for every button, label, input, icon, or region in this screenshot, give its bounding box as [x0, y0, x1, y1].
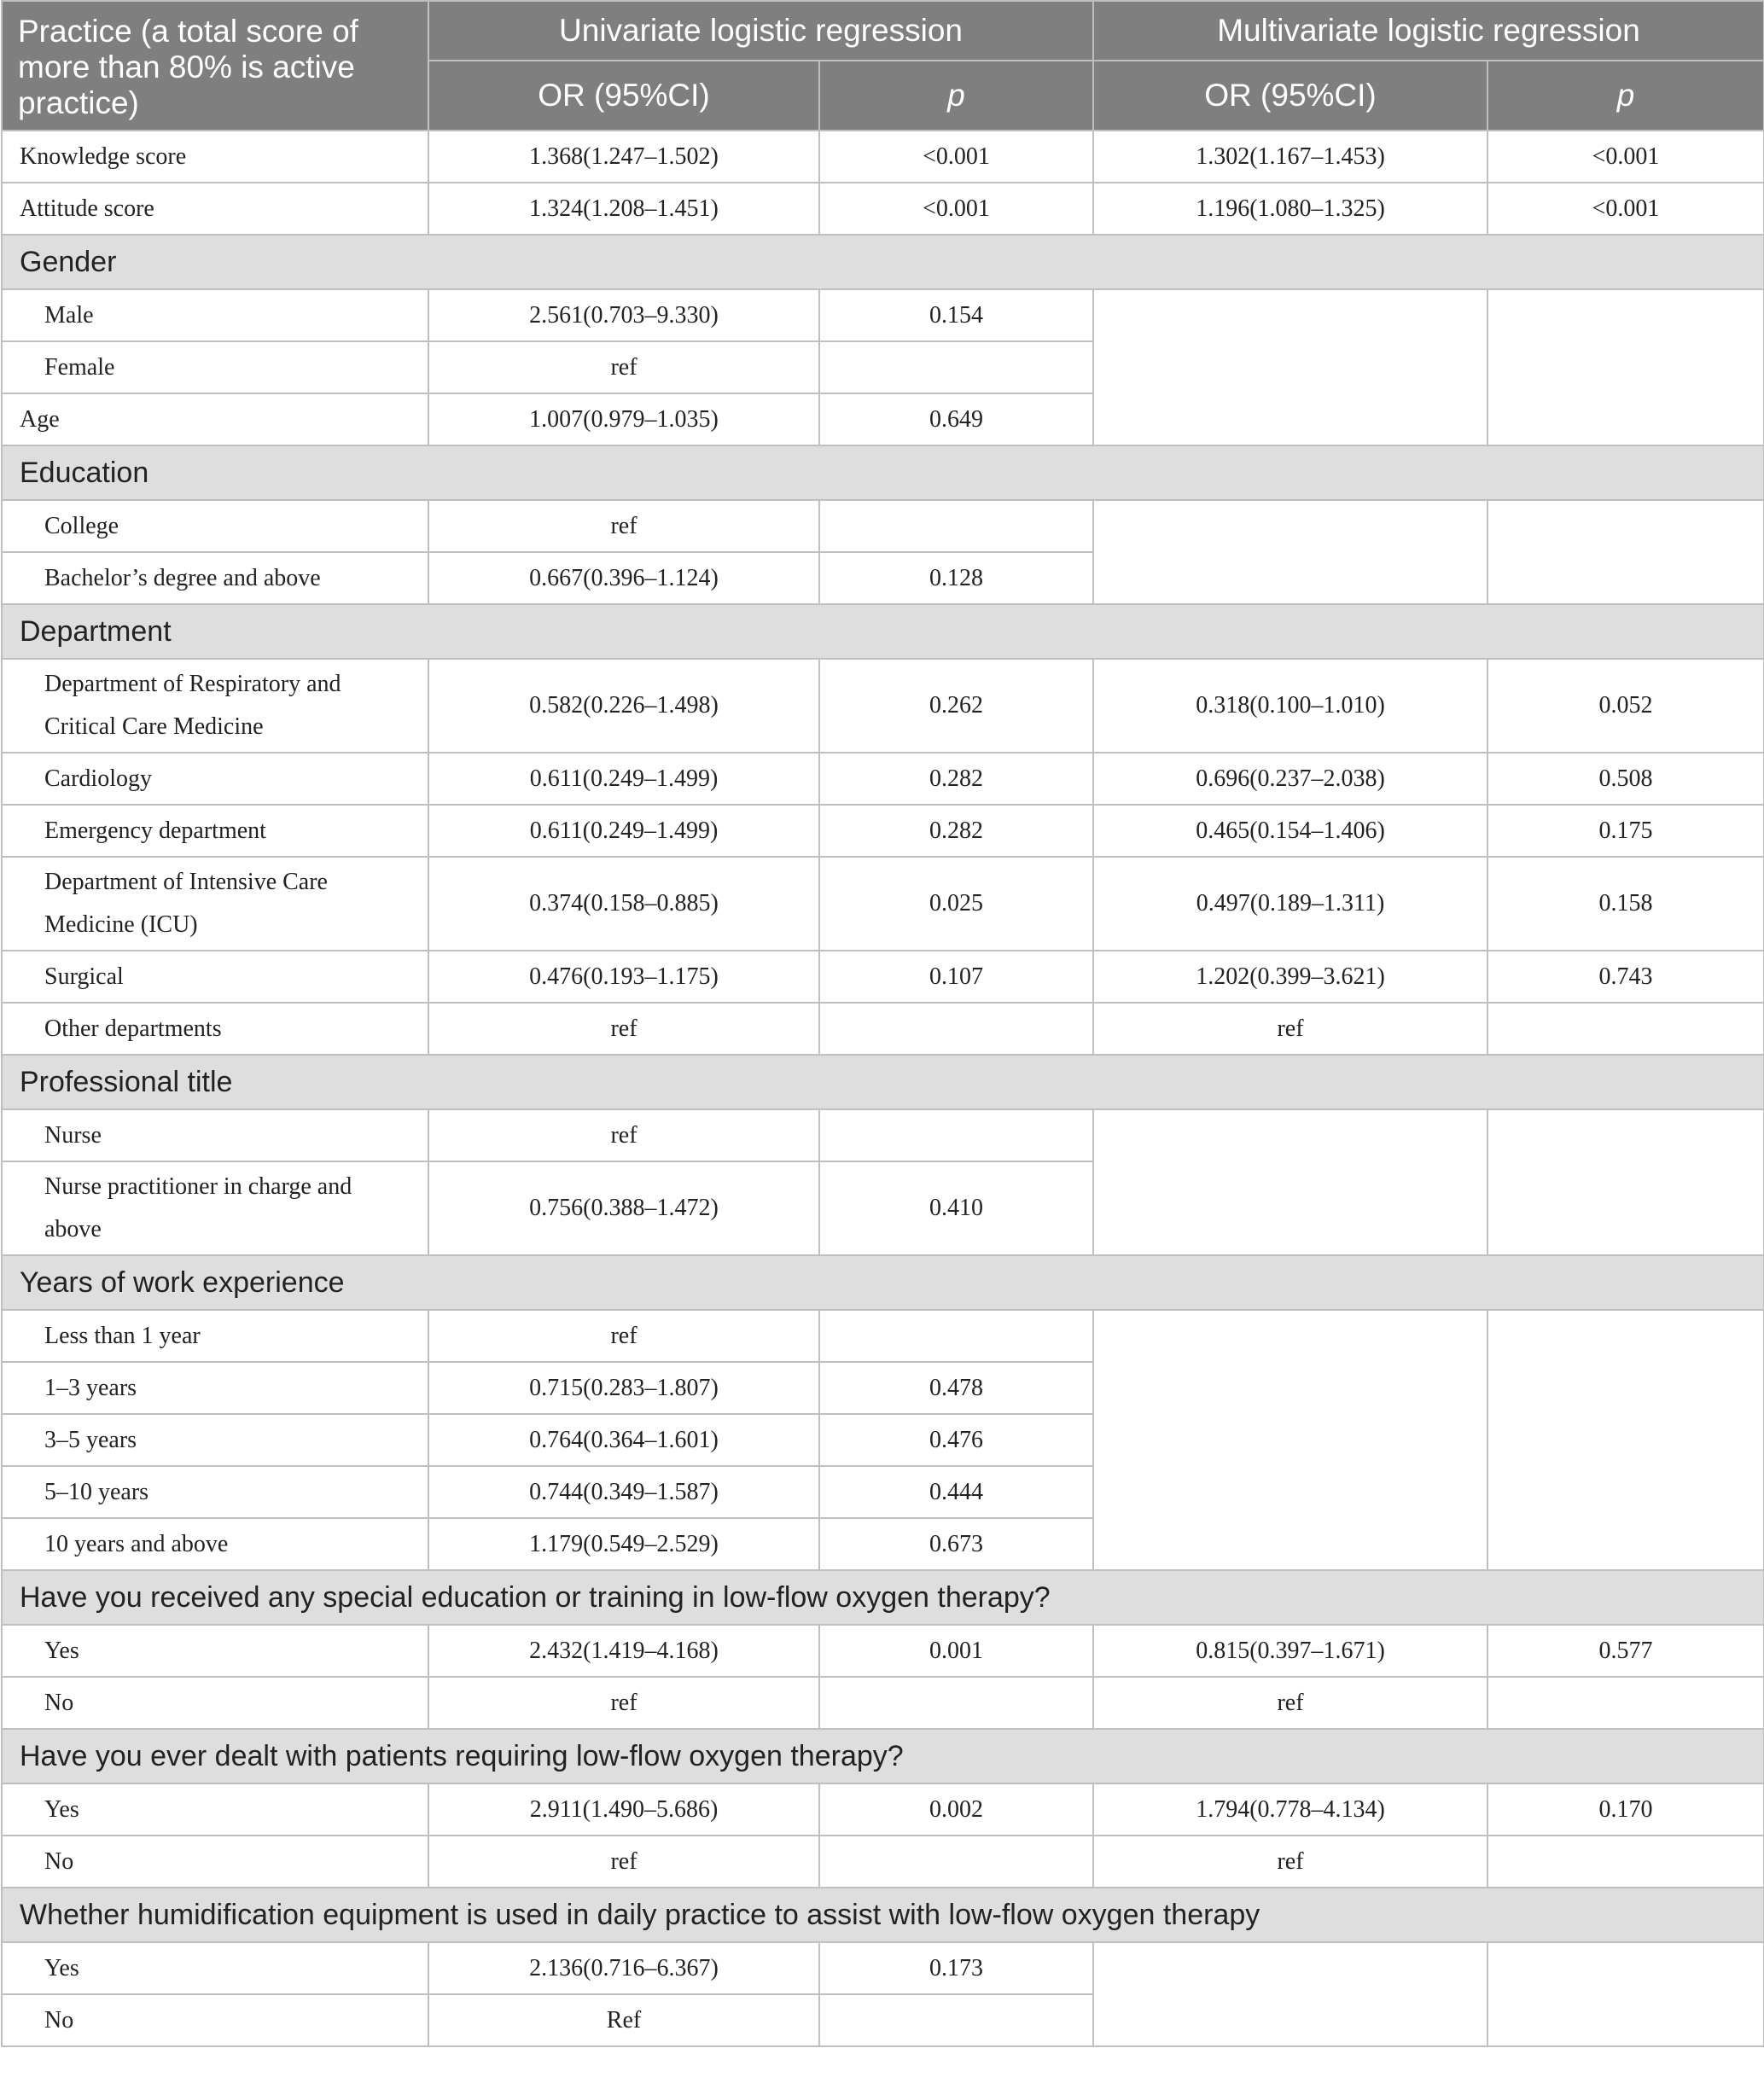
multivariate-or: 1.196(1.080–1.325): [1093, 183, 1487, 235]
univariate-p: [819, 1677, 1093, 1729]
section-row-training: [2, 1570, 1764, 1625]
table-row-less-than-1-year: [2, 1310, 1764, 1362]
section-title: Gender: [2, 235, 1764, 289]
row-label: 3–5 years: [2, 1414, 428, 1466]
univariate-or: 2.911(1.490–5.686): [428, 1783, 819, 1836]
univariate-p: 0.444: [819, 1466, 1093, 1518]
row-label-line-1: Department of Intensive Care: [44, 869, 328, 895]
univariate-or: ref: [428, 1109, 819, 1161]
section-row-education: [2, 445, 1764, 500]
row-label: No: [2, 1994, 428, 2046]
univariate-p: 0.173: [819, 1942, 1093, 1994]
table-row-cardiology: [2, 753, 1764, 805]
univariate-or: 0.476(0.193–1.175): [428, 951, 819, 1003]
row-label: [2, 857, 428, 951]
row-label: College: [2, 500, 428, 552]
univariate-or: ref: [428, 341, 819, 393]
multivariate-or-empty: [1093, 1942, 1487, 2046]
univariate-or: 2.432(1.419–4.168): [428, 1625, 819, 1677]
univariate-or: 2.136(0.716–6.367): [428, 1942, 819, 1994]
univariate-or: 0.667(0.396–1.124): [428, 552, 819, 604]
multivariate-p-header: p: [1487, 61, 1764, 131]
section-title: Have you ever dealt with patients requiring low-flow oxygen therapy?: [2, 1729, 1764, 1783]
row-label: Cardiology: [2, 753, 428, 805]
univariate-or-header: OR (95%CI): [428, 61, 819, 131]
section-row-patients: [2, 1729, 1764, 1783]
section-row-work-experience: [2, 1255, 1764, 1310]
row-label: No: [2, 1836, 428, 1888]
multivariate-or-header: OR (95%CI): [1093, 61, 1487, 131]
univariate-or: 1.007(0.979–1.035): [428, 393, 819, 445]
univariate-p: 0.410: [819, 1161, 1093, 1255]
univariate-p: [819, 500, 1093, 552]
multivariate-or: 0.815(0.397–1.671): [1093, 1625, 1487, 1677]
practice-header: Practice (a total score of more than 80% is active practice): [2, 1, 428, 131]
table-row-patients-no: [2, 1836, 1764, 1888]
multivariate-p: [1487, 1003, 1764, 1055]
table-row-knowledge: [2, 131, 1764, 183]
section-row-gender: [2, 235, 1764, 289]
row-label: Female: [2, 341, 428, 393]
univariate-p: 0.262: [819, 659, 1093, 753]
section-row-department: [2, 604, 1764, 659]
univariate-p: 0.673: [819, 1518, 1093, 1570]
univariate-p: [819, 1003, 1093, 1055]
univariate-or: ref: [428, 1836, 819, 1888]
row-label-line-1: Nurse practitioner in charge and: [44, 1173, 352, 1200]
row-label: Other departments: [2, 1003, 428, 1055]
multivariate-p-empty: [1487, 1310, 1764, 1570]
univariate-p: 0.282: [819, 753, 1093, 805]
row-label: No: [2, 1677, 428, 1729]
univariate-p: [819, 1310, 1093, 1362]
row-label: Less than 1 year: [2, 1310, 428, 1362]
multivariate-or: ref: [1093, 1003, 1487, 1055]
univariate-or: 0.582(0.226–1.498): [428, 659, 819, 753]
multivariate-or: ref: [1093, 1677, 1487, 1729]
section-title: Have you received any special education or training in low-flow oxygen therapy?: [2, 1570, 1764, 1625]
row-label: Emergency department: [2, 805, 428, 857]
table-header: [2, 1, 1764, 131]
multivariate-or: 1.794(0.778–4.134): [1093, 1783, 1487, 1836]
row-label: Attitude score: [2, 183, 428, 235]
row-label: 5–10 years: [2, 1466, 428, 1518]
multivariate-p: [1487, 1677, 1764, 1729]
multivariate-p: 0.170: [1487, 1783, 1764, 1836]
univariate-or: 0.611(0.249–1.499): [428, 805, 819, 857]
section-row-professional-title: [2, 1055, 1764, 1109]
univariate-p: 0.001: [819, 1625, 1093, 1677]
section-title: Years of work experience: [2, 1255, 1764, 1310]
section-row-humidification: [2, 1888, 1764, 1942]
multivariate-p: 0.508: [1487, 753, 1764, 805]
row-label: 10 years and above: [2, 1518, 428, 1570]
univariate-or: 0.715(0.283–1.807): [428, 1362, 819, 1414]
univariate-p: 0.649: [819, 393, 1093, 445]
univariate-or: ref: [428, 1677, 819, 1729]
multivariate-p: 0.577: [1487, 1625, 1764, 1677]
univariate-p: 0.476: [819, 1414, 1093, 1466]
univariate-or: ref: [428, 1003, 819, 1055]
table-row-college: [2, 500, 1764, 552]
multivariate-p: <0.001: [1487, 131, 1764, 183]
multivariate-or-empty: [1093, 1109, 1487, 1255]
univariate-p: 0.282: [819, 805, 1093, 857]
multivariate-p: [1487, 1836, 1764, 1888]
row-label: Knowledge score: [2, 131, 428, 183]
table-row-other-departments: [2, 1003, 1764, 1055]
multivariate-p-empty: [1487, 1109, 1764, 1255]
univariate-or: 1.324(1.208–1.451): [428, 183, 819, 235]
row-label: Yes: [2, 1625, 428, 1677]
table-row-training-no: [2, 1677, 1764, 1729]
multivariate-or: 0.696(0.237–2.038): [1093, 753, 1487, 805]
univariate-or: Ref: [428, 1994, 819, 2046]
univariate-or: 2.561(0.703–9.330): [428, 289, 819, 341]
multivariate-p: 0.743: [1487, 951, 1764, 1003]
table-row-humidification-yes: [2, 1942, 1764, 1994]
univariate-or: 0.611(0.249–1.499): [428, 753, 819, 805]
row-label: [2, 659, 428, 753]
section-title: Education: [2, 445, 1764, 500]
multivariate-header: Multivariate logistic regression: [1093, 1, 1764, 61]
univariate-p: [819, 1994, 1093, 2046]
row-label: Male: [2, 289, 428, 341]
section-title: Professional title: [2, 1055, 1764, 1109]
univariate-or: 0.764(0.364–1.601): [428, 1414, 819, 1466]
table-row-respiratory: [2, 659, 1764, 753]
multivariate-or: 1.202(0.399–3.621): [1093, 951, 1487, 1003]
row-label-line-2: Critical Care Medicine: [44, 713, 264, 740]
table-row-nurse: [2, 1109, 1764, 1161]
univariate-p: 0.128: [819, 552, 1093, 604]
univariate-or: 0.756(0.388–1.472): [428, 1161, 819, 1255]
multivariate-or: ref: [1093, 1836, 1487, 1888]
univariate-or: 1.179(0.549–2.529): [428, 1518, 819, 1570]
univariate-p: [819, 1109, 1093, 1161]
univariate-or: ref: [428, 500, 819, 552]
table-row-training-yes: [2, 1625, 1764, 1677]
row-label: Age: [2, 393, 428, 445]
row-label-line-2: above: [44, 1216, 102, 1242]
multivariate-p: 0.158: [1487, 857, 1764, 951]
row-label-line-1: Department of Respiratory and: [44, 671, 341, 697]
table-row-emergency: [2, 805, 1764, 857]
univariate-p: 0.025: [819, 857, 1093, 951]
table-row-male: [2, 289, 1764, 341]
row-label: Yes: [2, 1783, 428, 1836]
table-row-patients-yes: [2, 1783, 1764, 1836]
multivariate-p-empty: [1487, 500, 1764, 604]
univariate-or: 0.744(0.349–1.587): [428, 1466, 819, 1518]
row-label: Surgical: [2, 951, 428, 1003]
univariate-header: Univariate logistic regression: [428, 1, 1093, 61]
multivariate-p-empty: [1487, 1942, 1764, 2046]
regression-table: [1, 0, 1764, 2047]
row-label: Nurse: [2, 1109, 428, 1161]
univariate-p: 0.002: [819, 1783, 1093, 1836]
multivariate-or: 1.302(1.167–1.453): [1093, 131, 1487, 183]
row-label-line-2: Medicine (ICU): [44, 911, 198, 938]
univariate-p: <0.001: [819, 131, 1093, 183]
multivariate-p: <0.001: [1487, 183, 1764, 235]
univariate-or: 1.368(1.247–1.502): [428, 131, 819, 183]
univariate-p: <0.001: [819, 183, 1093, 235]
table-row-attitude: [2, 183, 1764, 235]
multivariate-or: 0.497(0.189–1.311): [1093, 857, 1487, 951]
table-row-surgical: [2, 951, 1764, 1003]
multivariate-p: 0.175: [1487, 805, 1764, 857]
table-row-icu: [2, 857, 1764, 951]
univariate-p: 0.107: [819, 951, 1093, 1003]
univariate-or: ref: [428, 1310, 819, 1362]
univariate-p: [819, 1836, 1093, 1888]
multivariate-or-empty: [1093, 289, 1487, 445]
section-title: Whether humidification equipment is used in daily practice to assist with low-flow oxygen therapy: [2, 1888, 1764, 1942]
section-title: Department: [2, 604, 1764, 659]
univariate-p: 0.478: [819, 1362, 1093, 1414]
univariate-p: [819, 341, 1093, 393]
row-label: [2, 1161, 428, 1255]
multivariate-p-empty: [1487, 289, 1764, 445]
univariate-p-header: p: [819, 61, 1093, 131]
multivariate-or-empty: [1093, 1310, 1487, 1570]
multivariate-p: 0.052: [1487, 659, 1764, 753]
row-label: Bachelor’s degree and above: [2, 552, 428, 604]
multivariate-or: 0.318(0.100–1.010): [1093, 659, 1487, 753]
multivariate-or-empty: [1093, 500, 1487, 604]
row-label: 1–3 years: [2, 1362, 428, 1414]
univariate-p: 0.154: [819, 289, 1093, 341]
univariate-or: 0.374(0.158–0.885): [428, 857, 819, 951]
row-label: Yes: [2, 1942, 428, 1994]
multivariate-or: 0.465(0.154–1.406): [1093, 805, 1487, 857]
